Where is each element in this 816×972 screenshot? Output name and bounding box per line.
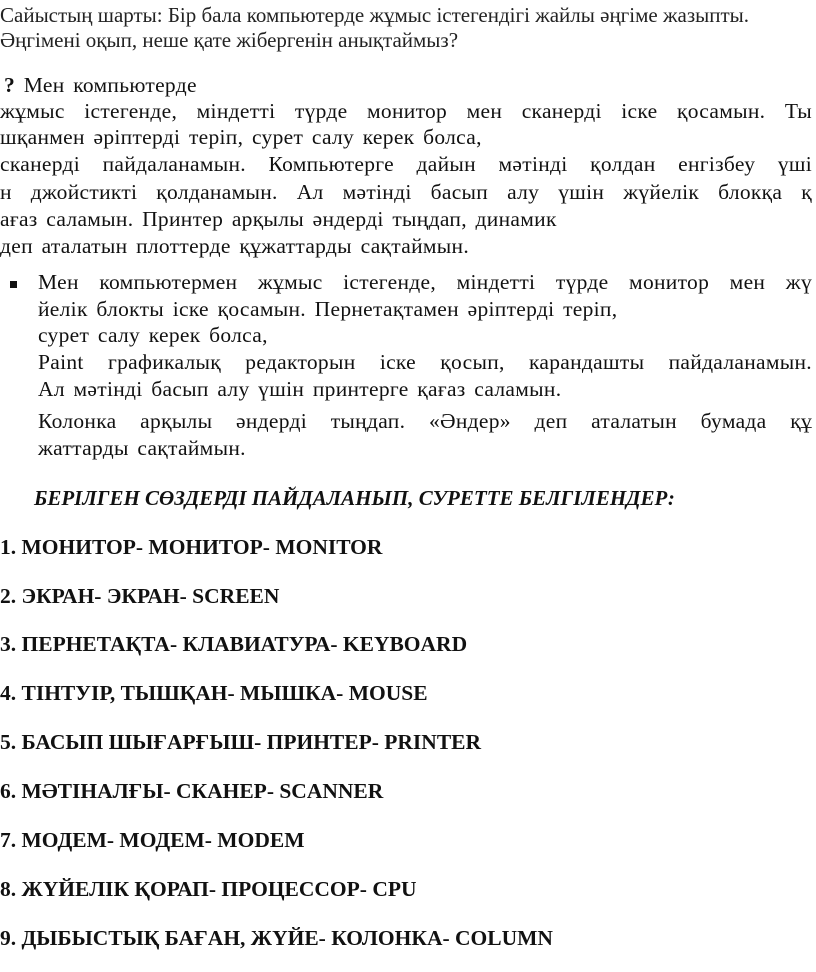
condition-line-2: Әңгімені оқып, неше қате жібергенін анықтаймыз?: [0, 28, 459, 52]
term-item-8: 8. ЖҮЙЕЛІК ҚОРАП- ПРОЦЕССОР- CPU: [0, 877, 417, 901]
answer1-line-6: деп аталатын плоттерде құжаттарды сақтаймын.: [0, 234, 470, 258]
bullet-square-icon: [10, 281, 17, 288]
term-item-5: 5. БАСЫП ШЫҒАРҒЫШ- ПРИНТЕР- PRINTER: [0, 730, 482, 754]
answer2-line-1: йелік блокты іске қосамын. Пернетақтамен әріптерді теріп,: [38, 297, 618, 321]
answer2-line-4: Ал мәтінді басып алу үшін принтерге қағаз саламын.: [38, 377, 562, 401]
answer1-line-3: сканерді пайдаланамын. Компьютерге дайын мәтінді қолдан енгізбеу үші: [0, 152, 812, 176]
condition-line-1: Сайыстың шарты: Бір бала компьютерде жұмыс істегендігі жайлы әңгіме жазыпты.: [0, 3, 749, 27]
term-item-9: 9. ДЫБЫСТЫҚ БАҒАН, ЖҮЙЕ- КОЛОНКА- COLUMN: [0, 926, 553, 950]
answer1-line-5: ағаз саламын. Принтер арқылы әндерді тыңдап, динамик: [0, 207, 557, 231]
term-item-1: 1. МОНИТОР- МОНИТОР- MONITOR: [0, 535, 383, 559]
answer1-line-0: Мен компьютерде: [23, 73, 197, 97]
answer2-line-5: Колонка арқылы әндерді тыңдап. «Әндер» деп аталатын бумада құ: [38, 409, 812, 433]
answer1-first-line: [4, 73, 197, 98]
answer2-line-2: сурет салу керек болса,: [38, 323, 268, 347]
answer1-line-1: жұмыс істегенде, міндетті түрде монитор мен сканерді іске қосамын. Ты: [0, 99, 812, 123]
answer2-line-0: Мен компьютермен жұмыс істегенде, міндетті түрде монитор мен жү: [38, 270, 812, 294]
answer1-line-4: н джойстикті қолданамын. Ал мәтінді басып алу үшін жүйелік блокқа қ: [0, 180, 812, 204]
term-item-4: 4. ТІНТУІР, ТЫШҚАН- МЫШКА- MOUSE: [0, 681, 428, 705]
answer2-line-3: Paint графикалық редакторын іске қосып, карандашты пайдаланамын.: [38, 350, 812, 374]
term-item-3: 3. ПЕРНЕТАҚТА- КЛАВИАТУРА- KEYBOARD: [0, 632, 468, 656]
answer1-line-2: шқанмен әріптерді теріп, сурет салу керек болса,: [0, 125, 482, 149]
term-item-2: 2. ЭКРАН- ЭКРАН- SCREEN: [0, 584, 280, 608]
instruction-heading: БЕРІЛГЕН СӨЗДЕРДІ ПАЙДАЛАНЫП, СУРЕТТЕ БЕЛГІЛЕНДЕР:: [34, 486, 675, 510]
term-item-7: 7. МОДЕМ- МОДЕМ- MODEM: [0, 828, 305, 852]
answer2-line-6: жаттарды сақтаймын.: [38, 436, 246, 460]
question-mark: ?: [4, 73, 16, 97]
term-item-6: 6. МӘТІНАЛҒЫ- СКАНЕР- SCANNER: [0, 779, 384, 803]
